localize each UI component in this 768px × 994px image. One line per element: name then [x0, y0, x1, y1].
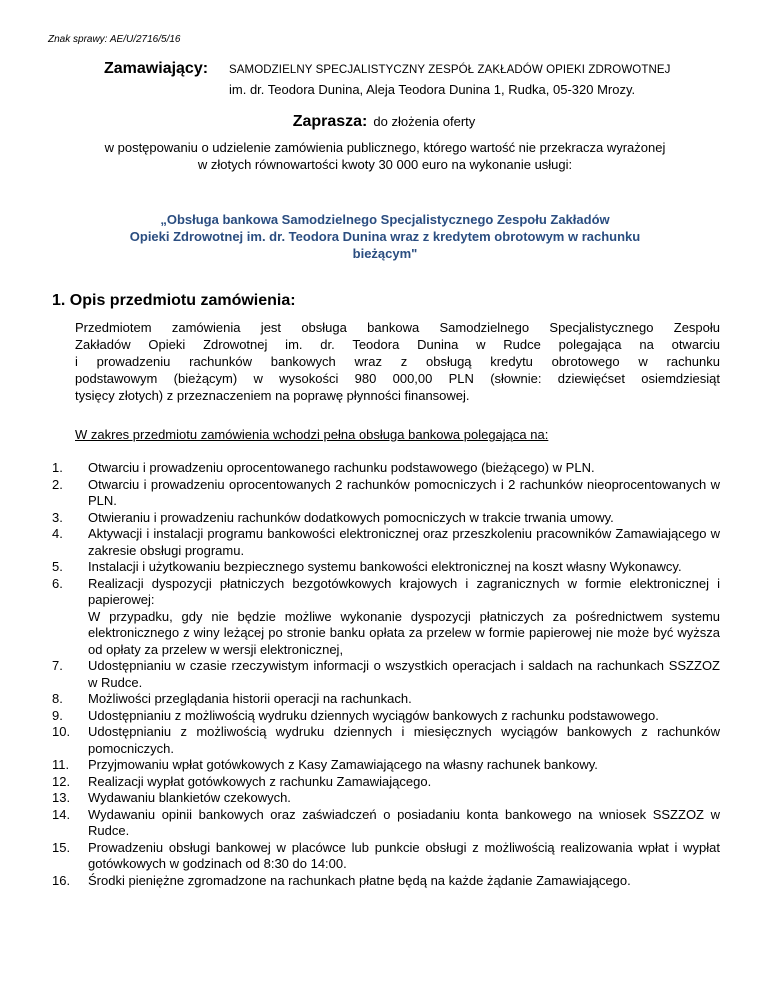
list-item — [52, 559, 720, 576]
list-item — [52, 477, 720, 510]
list-item — [52, 658, 720, 691]
list-item-text: Otwieraniu i prowadzeniu rachunków dodatkowych pomocniczych w trakcie trwania umowy. — [88, 509, 614, 525]
invitation-text: do złożenia oferty — [373, 114, 476, 129]
list-item — [52, 724, 720, 757]
list-item-text: Udostępnianiu z możliwością wydruku dziennych i miesięcznych wyciągów bankowych z rachunków pomocniczych. — [88, 724, 720, 756]
list-item-number: 15. — [52, 839, 71, 855]
subject-line: bieżącym" — [352, 246, 418, 261]
list-item — [52, 576, 720, 659]
list-item-number: 11. — [52, 757, 70, 772]
list-item-text: Przyjmowaniu wpłat gotówkowych z Kasy Zamawiającego na własny rachunek bankowy. — [88, 757, 598, 772]
list-item — [52, 757, 720, 774]
list-item-number: 8. — [52, 691, 63, 706]
list-item-number: 16. — [52, 872, 71, 888]
list-item — [52, 774, 720, 791]
list-item-text: Udostępnianiu z możliwością wydruku dziennych wyciągów bankowych z rachunku podstawowego. — [88, 707, 659, 723]
list-item — [52, 790, 720, 807]
paragraph-line: tysięcy złotych) z przeznaczeniem na poprawę płynności finansowej. — [75, 388, 470, 403]
list-item-number: 7. — [52, 658, 63, 673]
list-item-number: 5. — [52, 559, 63, 574]
list-item-text: Realizacji dyspozycji płatniczych bezgotówkowych krajowych i zagranicznych w formie elektronicznej i papierowej: — [88, 575, 720, 607]
section-title: 1. Opis przedmiotu zamówienia: — [52, 292, 296, 309]
intro-line: w postępowaniu o udzielenie zamówienia publicznego, którego wartość nie przekracza wyrażonej — [104, 140, 666, 155]
list-item-text: Realizacji wypłat gotówkowych z rachunku Zamawiającego. — [88, 773, 432, 789]
list-item-number: 12. — [52, 773, 71, 789]
list-item-number: 1. — [52, 460, 63, 475]
list-item-text: Aktywacji i instalacji programu bankowości elektronicznej oraz przeszkoleniu pracowników Zamawiającego w zakresie obsługi programu. — [88, 526, 720, 558]
ordering-party-address: im. dr. Teodora Dunina, Aleja Teodora Dunina 1, Rudka, 05-320 Mrozy. — [229, 82, 636, 97]
ordering-party-name: SAMODZIELNY SPECJALISTYCZNY ZESPÓŁ ZAKŁADÓW OPIEKI ZDROWOTNEJ — [229, 64, 671, 76]
list-item-number: 10. — [52, 724, 71, 739]
case-number: Znak sprawy: AE/U/2716/5/16 — [48, 34, 181, 45]
list-item-number: 13. — [52, 790, 71, 805]
list-item — [52, 691, 720, 708]
procedure-intro — [40, 139, 730, 173]
intro-line: w złotych równowartości kwoty 30 000 euro na wykonanie usługi: — [197, 157, 573, 172]
list-item — [52, 840, 720, 873]
list-item-number: 6. — [52, 575, 63, 591]
list-item — [52, 873, 720, 890]
list-item-text: Możliwości przeglądania historii operacji na rachunkach. — [88, 691, 412, 706]
scope-list — [52, 460, 720, 889]
paragraph-line: i prowadzeniu rachunków bankowych wraz z obsługą kredytu obrotowego w rachunku — [75, 354, 720, 369]
paragraph-line: podstawowym (bieżącym) w wysokości 980 000,00 PLN (słownie: dziewięćset osiemdziesiąt — [75, 371, 720, 386]
invitation-label: Zaprasza: — [292, 113, 368, 130]
subject-line: „Obsługa bankowa Samodzielnego Specjalistycznego Zespołu Zakładów — [160, 212, 610, 227]
list-item — [52, 526, 720, 559]
list-item-text: Otwarciu i prowadzeniu oprocentowanego rachunku podstawowego (bieżącego) w PLN. — [88, 460, 595, 475]
list-item-text: Udostępnianiu w czasie rzeczywistym informacji o wszystkich operacjach i saldach na rachunkach SSZZOZ w Rudce. — [88, 658, 720, 690]
scope-heading: W zakres przedmiotu zamówienia wchodzi pełna obsługa bankowa polegająca na: — [75, 427, 549, 442]
list-item-text: Wydawaniu blankietów czekowych. — [88, 790, 291, 805]
list-item — [52, 510, 720, 527]
subject-line: Opieki Zdrowotnej im. dr. Teodora Dunina wraz z kredytem obrotowym w rachunku — [129, 229, 641, 244]
paragraph-line: Zakładów Opieki Zdrowotnej im. dr. Teodora Dunina w Rudce polegająca na otwarciu — [75, 337, 720, 352]
list-item-number: 2. — [52, 476, 63, 492]
list-item — [52, 708, 720, 725]
list-item-number: 4. — [52, 526, 63, 541]
list-item-text: Wydawaniu opinii bankowych oraz zaświadczeń o posiadaniu konta bankowego na wniosek SSZZOZ w Rudce. — [88, 806, 720, 838]
list-item-text: Środki pieniężne zgromadzone na rachunkach płatne będą na każde żądanie Zamawiającego. — [88, 872, 631, 888]
list-item-number: 3. — [52, 509, 63, 525]
invitation-line — [0, 113, 768, 131]
list-item-text: Instalacji i użytkowaniu bezpiecznego systemu bankowości elektronicznej na koszt własny Wykonawcy. — [88, 559, 682, 574]
list-item-number: 14. — [52, 806, 71, 822]
list-item — [52, 807, 720, 840]
ordering-party-label: Zamawiający: — [104, 60, 209, 77]
list-item — [52, 460, 720, 477]
list-item-subtext: W przypadku, gdy nie będzie możliwe wykonanie dyspozycji płatniczych za pośrednictwem systemu elektronicznego z winy leżącej po stronie banku opłata za przelew w formie papierowej nie może być wyższa od opłaty za przelew w wersji elektronicznej, — [88, 608, 720, 657]
list-item-text: Prowadzeniu obsługi bankowej w placówce lub punkcie obsługi z możliwością realizowania wpłat i wypłat gotówkowych w godzinach od 8:30 do 14:00. — [88, 839, 720, 871]
paragraph-line: Przedmiotem zamówienia jest obsługa bankowa Samodzielnego Specjalistycznego Zespołu — [75, 320, 720, 335]
list-item-text: Otwarciu i prowadzeniu oprocentowanych 2 rachunków pomocniczych i 2 rachunków nieoprocentowanych w PLN. — [88, 476, 720, 508]
subject-description — [75, 319, 720, 404]
list-item-number: 9. — [52, 707, 63, 723]
contract-subject — [60, 211, 710, 262]
